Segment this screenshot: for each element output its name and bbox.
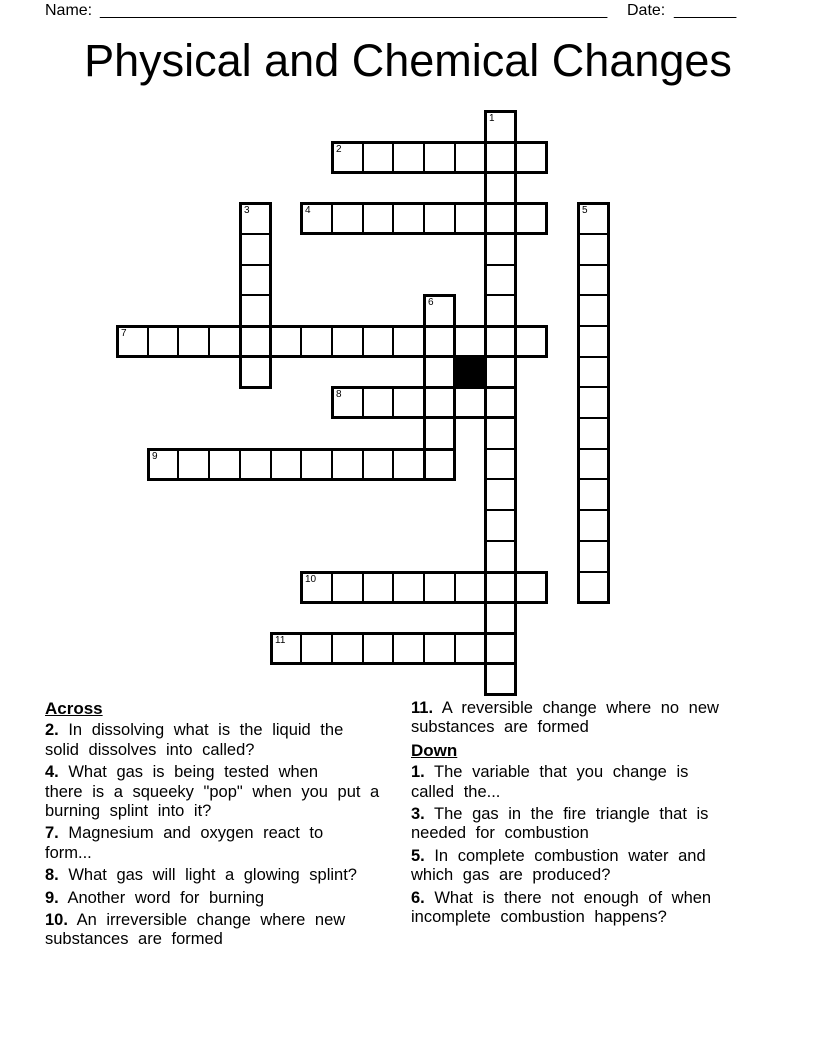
grid-cell[interactable] [484,448,517,481]
clue-number: 2. [45,721,59,740]
grid-cell[interactable] [577,202,610,235]
cell-number-label: 5 [582,205,588,216]
grid-cell[interactable] [362,632,395,665]
clue-column-left [45,699,415,953]
clue-6 [411,889,751,928]
grid-cell[interactable] [577,294,610,327]
clue-number: 1. [411,763,425,782]
grid-cell[interactable] [423,386,456,419]
clue-number: 11. [411,699,434,717]
grid-cell[interactable] [392,448,425,481]
grid-cell[interactable] [484,264,517,297]
grid-cell[interactable] [423,325,456,358]
grid-cell[interactable] [116,325,149,358]
cell-number-label: 10 [305,574,317,585]
grid-cell[interactable] [392,325,425,358]
grid-cell[interactable] [577,264,610,297]
cell-number-label: 11 [275,635,286,646]
grid-cell[interactable] [362,448,395,481]
page-title: Physical and Chemical Changes [84,35,732,86]
grid-cell[interactable] [331,202,364,235]
clue-text-line: 1. The variable that you change is [411,763,689,782]
date-label: Date: [627,2,666,19]
grid-cell[interactable] [300,571,333,604]
grid-cell[interactable] [239,448,272,481]
grid-cell[interactable] [577,478,610,511]
grid-cell[interactable] [454,325,487,358]
grid-cell[interactable] [362,325,395,358]
clue-text-line: 5. In complete combustion water and [411,846,706,865]
grid-cell[interactable] [577,325,610,358]
grid-cell[interactable] [362,571,395,604]
clue-number: 6. [411,888,425,907]
name-label: Name: [45,2,93,19]
clue-number: 7. [45,824,59,843]
clue-number: 4. [45,763,59,782]
grid-cell[interactable] [423,448,456,481]
grid-cell[interactable] [239,356,272,389]
grid-cell[interactable] [300,325,333,358]
grid-cell[interactable] [484,540,517,573]
grid-cell[interactable] [484,110,517,143]
grid-cell[interactable] [454,386,487,419]
grid-cell[interactable] [392,571,425,604]
grid-cell[interactable] [423,202,456,235]
clue-2 [45,721,415,760]
grid-cell[interactable] [239,233,272,266]
cell-number-label: 8 [336,389,342,400]
grid-cell[interactable] [454,141,487,174]
grid-cell[interactable] [239,264,272,297]
grid-cell[interactable] [577,356,610,389]
grid-cell[interactable] [239,202,272,235]
clue-text-line: 7. Magnesium and oxygen react to [45,824,324,843]
grid-cell[interactable] [423,294,456,327]
grid-cell[interactable] [484,294,517,327]
clue-text-line: 10. An irreversible change where new [45,911,346,930]
clue-text-line: which gas are produced? [411,866,611,885]
clue-text-line: 11. A reversible change where no new [411,699,719,717]
grid-cell[interactable] [484,233,517,266]
grid-cell[interactable] [392,202,425,235]
grid-cell[interactable] [484,202,517,235]
clue-3 [411,805,751,844]
grid-cell[interactable] [423,356,456,389]
clue-text-line: there is a squeeky "pop" when you put a [45,782,380,801]
clue-text-line: burning splint into it? [45,802,212,821]
grid-cell[interactable] [362,202,395,235]
grid-cell[interactable] [515,325,548,358]
grid-cell[interactable] [362,386,395,419]
clue-number: 9. [45,888,59,907]
grid-cell[interactable] [270,448,303,481]
clue-text-line: substances are formed [45,930,223,949]
cell-number-label: 2 [336,144,342,155]
grid-cell[interactable] [484,571,517,604]
grid-cell[interactable] [484,663,517,696]
clue-text-line: 6. What is there not enough of when [411,888,712,907]
grid-cell[interactable] [331,571,364,604]
grid-cell[interactable] [484,478,517,511]
clue-text-line: 9. Another word for burning [45,888,265,907]
grid-cell[interactable] [577,386,610,419]
clue-text-line: called the... [411,782,501,801]
grid-cell[interactable] [484,386,517,419]
grid-cell[interactable] [300,448,333,481]
grid-cell[interactable] [423,571,456,604]
grid-cell[interactable] [577,448,610,481]
clue-5 [411,847,751,886]
grid-cell[interactable] [331,448,364,481]
grid-cell[interactable] [577,233,610,266]
clue-11 [411,699,751,738]
clue-4 [45,763,415,821]
grid-cell[interactable] [423,632,456,665]
grid-cell[interactable] [270,325,303,358]
clue-number: 5. [411,846,425,865]
clue-text-line: form... [45,843,92,862]
cell-number-label: 9 [152,451,158,462]
grid-cell[interactable] [515,571,548,604]
grid-cell[interactable] [239,325,272,358]
grid-cell[interactable] [484,325,517,358]
grid-cell[interactable] [362,141,395,174]
clue-text-line: solid dissolves into called? [45,740,255,759]
grid-cell[interactable] [515,141,548,174]
grid-cell[interactable] [577,540,610,573]
clue-8 [45,866,415,885]
cell-number-label: 1 [489,113,495,124]
black-cell [454,356,487,389]
clue-7 [45,824,415,863]
clue-text-line: 3. The gas in the fire triangle that is [411,805,709,824]
grid-cell[interactable] [423,417,456,450]
grid-cell[interactable] [392,386,425,419]
grid-cell[interactable] [454,571,487,604]
grid-cell[interactable] [208,325,241,358]
grid-cell[interactable] [147,325,180,358]
clue-column-right [411,699,751,930]
clue-text-line: incomplete combustion happens? [411,908,667,927]
cell-number-label: 6 [428,297,434,308]
clue-number: 8. [45,866,59,885]
grid-cell[interactable] [392,141,425,174]
grid-cell[interactable] [300,632,333,665]
cell-number-label: 4 [305,205,311,216]
grid-cell[interactable] [484,141,517,174]
grid-cell[interactable] [454,632,487,665]
grid-cell[interactable] [484,356,517,389]
grid-cell[interactable] [177,448,210,481]
grid-cell[interactable] [177,325,210,358]
clue-text-line: 4. What gas is being tested when [45,763,319,782]
grid-cell[interactable] [239,294,272,327]
grid-cell[interactable] [484,601,517,634]
clue-1 [411,763,751,802]
grid-cell[interactable] [577,509,610,542]
clue-text-line: needed for combustion [411,824,589,843]
grid-cell[interactable] [454,202,487,235]
grid-cell[interactable] [515,202,548,235]
grid-cell[interactable] [300,202,333,235]
grid-cell[interactable] [577,571,610,604]
grid-cell[interactable] [423,141,456,174]
grid-cell[interactable] [331,632,364,665]
clue-text-line: 8. What gas will light a glowing splint? [45,866,357,885]
clue-text-line: 2. In dissolving what is the liquid the [45,721,344,740]
grid-cell[interactable] [484,632,517,665]
grid-cell[interactable] [484,509,517,542]
grid-cell[interactable] [484,171,517,204]
cell-number-label: 3 [244,205,250,216]
grid-cell[interactable] [270,632,303,665]
name-blank-line: _________________________________________________________ [100,2,608,19]
clue-number: 3. [411,805,425,824]
grid-cell[interactable] [331,386,364,419]
heading-across: Across [45,699,103,718]
clue-10 [45,911,415,950]
heading-down: Down [411,740,458,760]
date-blank-line: _______ [674,2,737,19]
grid-cell[interactable] [484,417,517,450]
grid-cell[interactable] [331,141,364,174]
grid-cell[interactable] [331,325,364,358]
clue-9 [45,889,415,908]
clue-number: 10. [45,911,68,930]
cell-number-label: 7 [121,328,127,339]
grid-cell[interactable] [208,448,241,481]
clue-text-line: substances are formed [411,718,589,737]
grid-cell[interactable] [577,417,610,450]
grid-cell[interactable] [147,448,180,481]
grid-cell[interactable] [392,632,425,665]
